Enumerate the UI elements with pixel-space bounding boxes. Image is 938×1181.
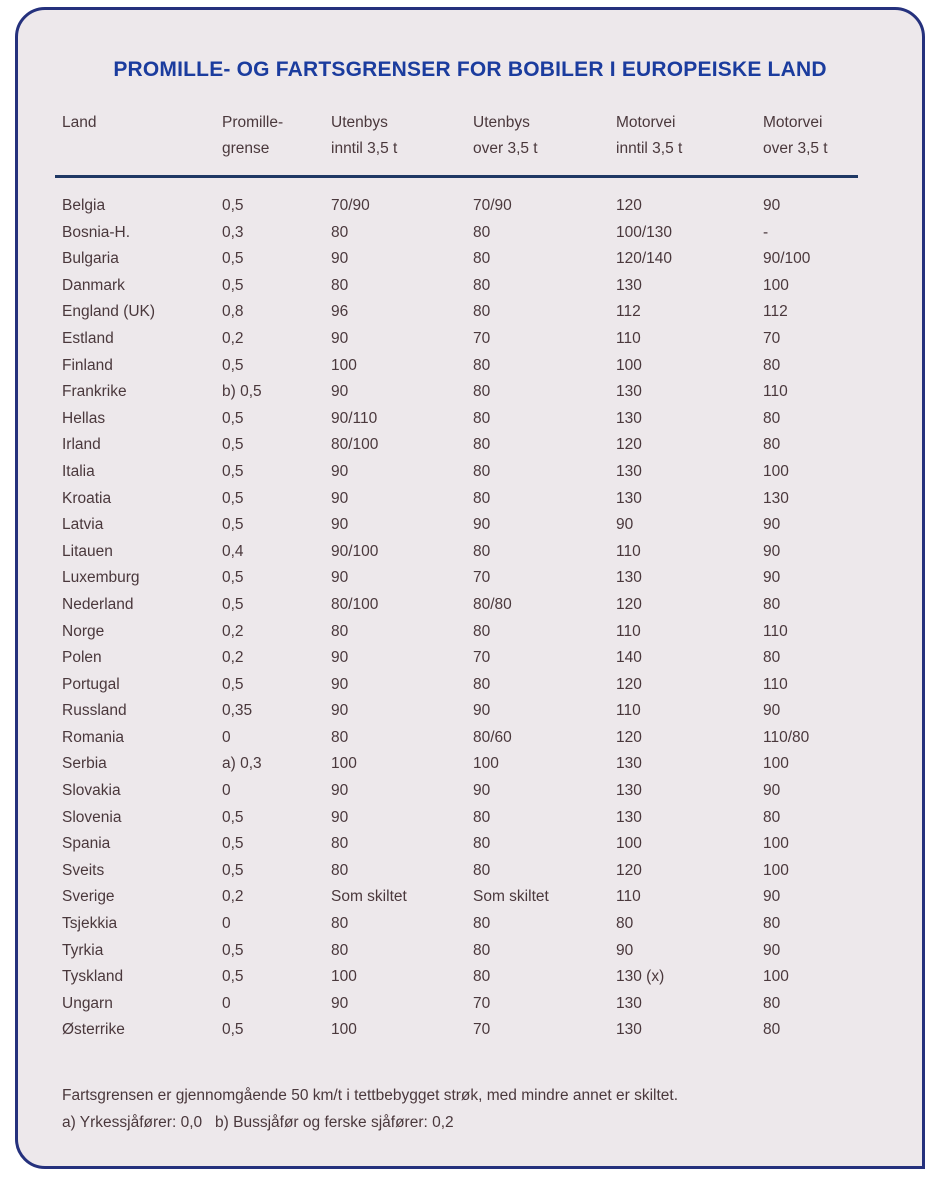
cell-rural-upto-3-5t: 80: [331, 861, 349, 879]
cell-rural-upto-3-5t: 80: [331, 728, 349, 746]
cell-country: Irland: [62, 436, 101, 454]
col-header-land-line1: Land: [62, 114, 97, 131]
cell-promille-limit: 0,5: [222, 356, 244, 374]
footnote-abbreviations: a) Yrkessjåfører: 0,0 b) Bussjåfør og ferske sjåfører: 0,2: [62, 1114, 454, 1131]
table-row: [62, 193, 912, 220]
cell-promille-limit: b) 0,5: [222, 383, 262, 401]
cell-motorway-upto-3-5t: 140: [616, 649, 642, 667]
cell-country: Slovenia: [62, 808, 122, 826]
cell-promille-limit: 0,5: [222, 250, 244, 268]
cell-rural-over-3-5t: 80: [473, 489, 491, 507]
col-header-motorvei-over-line1: Motorvei: [763, 114, 823, 131]
table-row: [62, 512, 912, 539]
table-row: [62, 645, 912, 672]
cell-motorway-over-3-5t: 130: [763, 489, 789, 507]
cell-motorway-upto-3-5t: 130: [616, 383, 642, 401]
cell-rural-upto-3-5t: 70/90: [331, 197, 370, 214]
cell-rural-upto-3-5t: 90: [331, 383, 349, 401]
cell-rural-upto-3-5t: 100: [331, 356, 357, 374]
cell-promille-limit: 0,4: [222, 542, 244, 560]
table-row: [62, 938, 912, 965]
cell-promille-limit: 0,5: [222, 462, 244, 480]
cell-promille-limit: 0,5: [222, 436, 244, 454]
cell-rural-over-3-5t: 70: [473, 329, 491, 347]
cell-motorway-upto-3-5t: 100: [616, 356, 642, 374]
cell-motorway-over-3-5t: 100: [763, 276, 789, 294]
cell-motorway-upto-3-5t: 130: [616, 462, 642, 480]
cell-country: Tyskland: [62, 968, 124, 986]
cell-rural-upto-3-5t: 90: [331, 782, 349, 800]
cell-motorway-upto-3-5t: 120: [616, 675, 642, 693]
cell-promille-limit: 0,5: [222, 968, 244, 986]
cell-country: Italia: [62, 462, 95, 480]
table-row: [62, 672, 912, 699]
cell-motorway-over-3-5t: 90: [763, 702, 781, 720]
cell-promille-limit: 0,2: [222, 888, 244, 906]
table-row: [62, 1017, 912, 1044]
cell-rural-upto-3-5t: 90: [331, 675, 349, 693]
cell-motorway-over-3-5t: 110/80: [763, 728, 810, 746]
cell-rural-upto-3-5t: 90/100: [331, 542, 379, 560]
cell-country: Litauen: [62, 542, 113, 560]
cell-motorway-upto-3-5t: 130: [616, 994, 642, 1012]
cell-motorway-upto-3-5t: 100: [616, 835, 642, 853]
cell-country: Luxemburg: [62, 569, 140, 587]
cell-rural-upto-3-5t: 100: [331, 755, 357, 773]
col-header-motorvei-inntil: [616, 110, 763, 162]
cell-motorway-upto-3-5t: 130: [616, 569, 642, 587]
cell-motorway-over-3-5t: 80: [763, 1021, 781, 1039]
cell-motorway-over-3-5t: 90: [763, 888, 781, 906]
cell-country: Tyrkia: [62, 941, 104, 959]
table-row: [62, 565, 912, 592]
cell-promille-limit: 0,5: [222, 489, 244, 507]
cell-rural-upto-3-5t: 80: [331, 941, 349, 959]
cell-rural-upto-3-5t: 100: [331, 1021, 357, 1039]
table-row: [62, 805, 912, 832]
col-header-motorvei-inntil-line1: Motorvei: [616, 114, 676, 131]
cell-rural-upto-3-5t: 90: [331, 702, 349, 720]
cell-rural-upto-3-5t: 80: [331, 223, 349, 241]
col-header-utenbys-over: [473, 110, 616, 162]
cell-promille-limit: a) 0,3: [222, 755, 262, 773]
table-row: [62, 353, 912, 380]
cell-country: Estland: [62, 329, 114, 347]
cell-motorway-over-3-5t: 70: [763, 329, 781, 347]
cell-motorway-upto-3-5t: 110: [616, 888, 641, 906]
cell-country: Kroatia: [62, 489, 112, 507]
cell-country: Norge: [62, 622, 105, 640]
cell-rural-over-3-5t: Som skiltet: [473, 888, 549, 906]
col-header-promillegrense-line2: grense: [222, 140, 270, 157]
cell-rural-over-3-5t: 80: [473, 250, 491, 268]
table-row: [62, 459, 912, 486]
cell-country: Danmark: [62, 276, 125, 294]
cell-promille-limit: 0,8: [222, 303, 244, 321]
cell-country: Portugal: [62, 675, 120, 693]
table-row: [62, 778, 912, 805]
cell-promille-limit: 0,2: [222, 329, 244, 347]
cell-country: Russland: [62, 702, 127, 720]
table-row: [62, 698, 912, 725]
cell-country: Spania: [62, 835, 111, 853]
cell-motorway-over-3-5t: 80: [763, 409, 781, 427]
cell-rural-over-3-5t: 80: [473, 968, 491, 986]
cell-country: Finland: [62, 356, 113, 374]
cell-motorway-upto-3-5t: 90: [616, 516, 634, 534]
cell-promille-limit: 0,5: [222, 835, 244, 853]
cell-country: Polen: [62, 649, 102, 667]
table-row: [62, 831, 912, 858]
cell-rural-over-3-5t: 80: [473, 675, 491, 693]
cell-motorway-over-3-5t: 90/100: [763, 250, 811, 268]
cell-motorway-over-3-5t: 80: [763, 994, 781, 1012]
cell-rural-upto-3-5t: 80/100: [331, 595, 379, 613]
table-header: [18, 110, 922, 162]
cell-country: Nederland: [62, 595, 134, 613]
col-header-motorvei-over: [763, 110, 912, 162]
cell-rural-over-3-5t: 70/90: [473, 197, 512, 214]
cell-motorway-upto-3-5t: 110: [616, 329, 641, 347]
cell-rural-over-3-5t: 80/60: [473, 728, 512, 746]
cell-motorway-over-3-5t: 90: [763, 516, 781, 534]
cell-promille-limit: 0,35: [222, 702, 253, 720]
cell-rural-upto-3-5t: 100: [331, 968, 357, 986]
table-row: [62, 486, 912, 513]
cell-rural-over-3-5t: 90: [473, 702, 491, 720]
cell-motorway-upto-3-5t: 130: [616, 755, 642, 773]
table-row: [62, 539, 912, 566]
cell-motorway-upto-3-5t: 130: [616, 409, 642, 427]
table-row: [62, 592, 912, 619]
cell-rural-upto-3-5t: 90: [331, 569, 349, 587]
cell-rural-over-3-5t: 80: [473, 303, 491, 321]
cell-rural-over-3-5t: 90: [473, 516, 491, 534]
cell-motorway-upto-3-5t: 80: [616, 915, 634, 933]
cell-motorway-over-3-5t: 80: [763, 915, 781, 933]
col-header-promillegrense: [222, 110, 331, 162]
cell-motorway-upto-3-5t: 120: [616, 436, 642, 454]
cell-motorway-upto-3-5t: 110: [616, 702, 641, 720]
cell-promille-limit: 0: [222, 994, 231, 1012]
cell-motorway-upto-3-5t: 130: [616, 782, 642, 800]
cell-motorway-upto-3-5t: 120: [616, 197, 642, 214]
col-header-utenbys-inntil-line1: Utenbys: [331, 114, 388, 131]
cell-rural-over-3-5t: 80: [473, 276, 491, 294]
table-body: [18, 193, 922, 1044]
cell-promille-limit: 0,5: [222, 276, 244, 294]
cell-motorway-over-3-5t: 110: [763, 383, 788, 401]
cell-country: Serbia: [62, 755, 107, 773]
cell-promille-limit: 0: [222, 915, 231, 933]
col-header-land: [62, 110, 222, 162]
cell-rural-over-3-5t: 70: [473, 649, 491, 667]
cell-motorway-upto-3-5t: 100/130: [616, 223, 673, 241]
cell-country: Hellas: [62, 409, 106, 427]
cell-rural-upto-3-5t: 80: [331, 276, 349, 294]
table-row: [62, 991, 912, 1018]
cell-rural-upto-3-5t: 80: [331, 835, 349, 853]
table-row: [62, 273, 912, 300]
cell-rural-upto-3-5t: 90: [331, 649, 349, 667]
cell-promille-limit: 0,5: [222, 675, 244, 693]
cell-motorway-over-3-5t: 110: [763, 675, 788, 693]
cell-motorway-over-3-5t: 100: [763, 462, 789, 480]
cell-motorway-over-3-5t: 90: [763, 941, 781, 959]
table-row: [62, 911, 912, 938]
cell-country: Bulgaria: [62, 250, 119, 268]
cell-rural-over-3-5t: 80/80: [473, 595, 512, 613]
cell-rural-upto-3-5t: 80: [331, 622, 349, 640]
cell-promille-limit: 0,5: [222, 516, 244, 534]
cell-motorway-upto-3-5t: 120/140: [616, 250, 673, 268]
table-row: [62, 858, 912, 885]
cell-rural-upto-3-5t: 90: [331, 462, 349, 480]
cell-country: Sverige: [62, 888, 115, 906]
cell-motorway-upto-3-5t: 90: [616, 941, 634, 959]
cell-rural-over-3-5t: 70: [473, 569, 491, 587]
cell-motorway-over-3-5t: 100: [763, 755, 789, 773]
cell-rural-upto-3-5t: 96: [331, 303, 349, 321]
cell-rural-over-3-5t: 80: [473, 542, 491, 560]
cell-rural-upto-3-5t: 90: [331, 489, 349, 507]
cell-country: Belgia: [62, 197, 106, 214]
cell-rural-over-3-5t: 80: [473, 356, 491, 374]
footnote-speed-note: Fartsgrensen er gjennomgående 50 km/t i tettbebygget strøk, med mindre annet er skiltet.: [62, 1087, 679, 1104]
cell-promille-limit: 0,2: [222, 622, 244, 640]
cell-motorway-over-3-5t: 80: [763, 436, 781, 454]
table-row: [62, 884, 912, 911]
table-row: [62, 246, 912, 273]
cell-rural-upto-3-5t: 90/110: [331, 409, 378, 427]
table-row: [62, 619, 912, 646]
cell-promille-limit: 0,3: [222, 223, 244, 241]
cell-promille-limit: 0,5: [222, 569, 244, 587]
cell-country: Slovakia: [62, 782, 121, 800]
cell-promille-limit: 0,5: [222, 808, 244, 826]
cell-rural-over-3-5t: 80: [473, 462, 491, 480]
col-header-utenbys-over-line2: over 3,5 t: [473, 140, 538, 157]
cell-motorway-upto-3-5t: 130: [616, 489, 642, 507]
col-header-motorvei-inntil-line2: inntil 3,5 t: [616, 140, 683, 157]
cell-promille-limit: 0,5: [222, 861, 244, 879]
cell-motorway-over-3-5t: 100: [763, 835, 789, 853]
cell-rural-over-3-5t: 100: [473, 755, 499, 773]
cell-motorway-upto-3-5t: 112: [616, 303, 641, 321]
cell-rural-upto-3-5t: 80/100: [331, 436, 379, 454]
table-row: [62, 432, 912, 459]
table-row: [62, 964, 912, 991]
cell-motorway-over-3-5t: -: [763, 223, 769, 241]
cell-motorway-upto-3-5t: 130: [616, 808, 642, 826]
cell-promille-limit: 0,5: [222, 1021, 244, 1039]
cell-rural-over-3-5t: 80: [473, 808, 491, 826]
cell-motorway-over-3-5t: 100: [763, 861, 789, 879]
cell-motorway-upto-3-5t: 130: [616, 276, 642, 294]
table-row: [62, 326, 912, 353]
cell-promille-limit: 0: [222, 782, 231, 800]
cell-rural-upto-3-5t: 90: [331, 994, 349, 1012]
footnotes: [18, 1082, 922, 1136]
cell-rural-upto-3-5t: 90: [331, 329, 349, 347]
cell-motorway-over-3-5t: 80: [763, 595, 781, 613]
cell-motorway-upto-3-5t: 120: [616, 861, 642, 879]
table-row: [62, 299, 912, 326]
cell-country: Ungarn: [62, 994, 113, 1012]
cell-country: England (UK): [62, 303, 156, 321]
cell-rural-over-3-5t: 70: [473, 1021, 491, 1039]
cell-motorway-over-3-5t: 90: [763, 197, 781, 214]
cell-promille-limit: 0,5: [222, 197, 244, 214]
cell-promille-limit: 0,5: [222, 595, 244, 613]
cell-promille-limit: 0,5: [222, 941, 244, 959]
cell-motorway-over-3-5t: 80: [763, 356, 781, 374]
table-row: [62, 751, 912, 778]
cell-motorway-upto-3-5t: 120: [616, 728, 642, 746]
cell-rural-upto-3-5t: 90: [331, 516, 349, 534]
cell-rural-over-3-5t: 80: [473, 835, 491, 853]
cell-rural-over-3-5t: 80: [473, 409, 491, 427]
limits-table: [18, 110, 922, 1044]
cell-motorway-upto-3-5t: 110: [616, 622, 641, 640]
cell-rural-upto-3-5t: Som skiltet: [331, 888, 407, 906]
table-row: [62, 725, 912, 752]
table-row: [62, 406, 912, 433]
cell-rural-over-3-5t: 80: [473, 861, 491, 879]
cell-promille-limit: 0,5: [222, 409, 244, 427]
cell-rural-over-3-5t: 80: [473, 383, 491, 401]
cell-country: Romania: [62, 728, 125, 746]
col-header-promillegrense-line1: Promille-: [222, 114, 284, 131]
cell-country: Tsjekkia: [62, 915, 118, 933]
cell-motorway-upto-3-5t: 130: [616, 1021, 642, 1039]
cell-rural-over-3-5t: 80: [473, 622, 491, 640]
cell-motorway-over-3-5t: 90: [763, 782, 781, 800]
col-header-utenbys-over-line1: Utenbys: [473, 114, 530, 131]
col-header-utenbys-inntil-line2: inntil 3,5 t: [331, 140, 398, 157]
cell-motorway-over-3-5t: 112: [763, 303, 788, 321]
cell-rural-over-3-5t: 80: [473, 223, 491, 241]
cell-motorway-over-3-5t: 90: [763, 569, 781, 587]
cell-motorway-over-3-5t: 80: [763, 649, 781, 667]
cell-motorway-over-3-5t: 100: [763, 968, 789, 986]
cell-rural-upto-3-5t: 90: [331, 808, 349, 826]
table-row: [62, 220, 912, 247]
cell-promille-limit: 0,2: [222, 649, 244, 667]
cell-motorway-over-3-5t: 90: [763, 542, 781, 560]
cell-country: Østerrike: [62, 1021, 125, 1039]
cell-rural-over-3-5t: 70: [473, 994, 491, 1012]
cell-rural-over-3-5t: 80: [473, 436, 491, 454]
cell-rural-over-3-5t: 80: [473, 915, 491, 933]
col-header-utenbys-inntil: [331, 110, 473, 162]
col-header-motorvei-over-line2: over 3,5 t: [763, 140, 828, 157]
page-title: PROMILLE- OG FARTSGRENSER FOR BOBILER I EUROPEISKE LAND: [113, 58, 827, 81]
cell-rural-over-3-5t: 90: [473, 782, 491, 800]
cell-rural-upto-3-5t: 80: [331, 915, 349, 933]
table-row: [62, 379, 912, 406]
cell-promille-limit: 0: [222, 728, 231, 746]
cell-motorway-upto-3-5t: 110: [616, 542, 641, 560]
info-card: [15, 7, 925, 1169]
header-divider: [55, 175, 858, 178]
cell-country: Latvia: [62, 516, 104, 534]
cell-country: Sveits: [62, 861, 105, 879]
cell-rural-upto-3-5t: 90: [331, 250, 349, 268]
cell-motorway-upto-3-5t: 130 (x): [616, 968, 665, 986]
cell-motorway-over-3-5t: 110: [763, 622, 788, 640]
cell-motorway-upto-3-5t: 120: [616, 595, 642, 613]
cell-motorway-over-3-5t: 80: [763, 808, 781, 826]
cell-country: Frankrike: [62, 383, 127, 401]
cell-rural-over-3-5t: 80: [473, 941, 491, 959]
cell-country: Bosnia-H.: [62, 223, 131, 241]
